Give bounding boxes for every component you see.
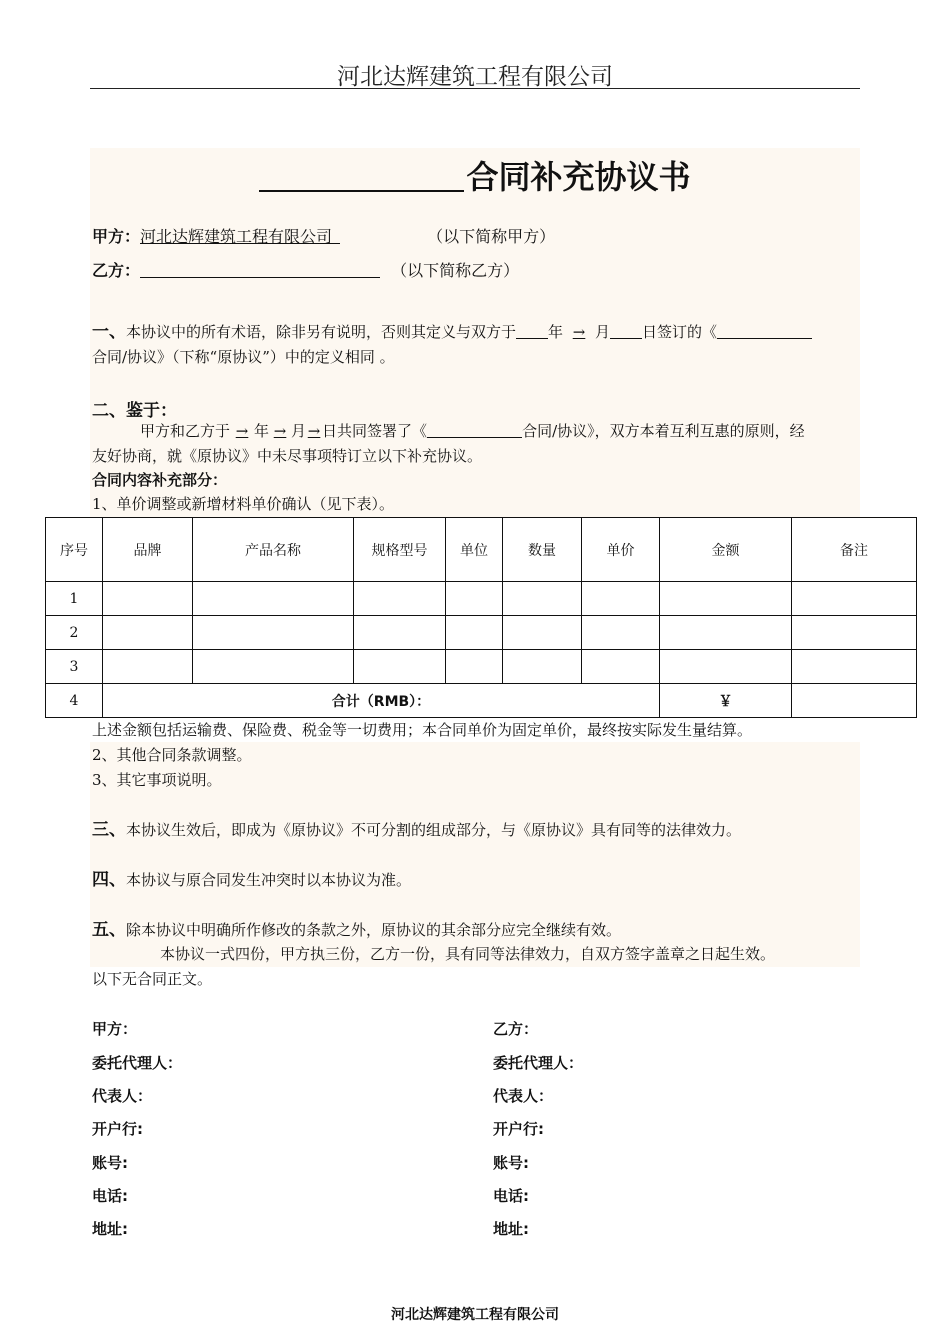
clause-4-text: 本协议与原合同发生冲突时以本协议为准。 bbox=[126, 871, 412, 889]
clause-1-number: 一、 bbox=[92, 322, 126, 342]
clause-2-text-1: 甲方和乙方于 bbox=[140, 422, 231, 440]
table-cell[interactable] bbox=[354, 616, 446, 650]
table-cell[interactable] bbox=[582, 650, 660, 684]
col-header-no: 序号 bbox=[46, 518, 103, 582]
row-number: 3 bbox=[46, 650, 103, 684]
title-text: 合同补充协议书 bbox=[466, 158, 691, 196]
sign-right-agent: 委托代理人： bbox=[493, 1054, 584, 1072]
clause-2-line-1 bbox=[140, 419, 805, 443]
table-cell[interactable] bbox=[193, 650, 354, 684]
header-company: 河北达辉建筑工程有限公司 bbox=[337, 64, 613, 90]
total-label: 合计（RMB）： bbox=[103, 684, 660, 718]
clause-4-number: 四、 bbox=[92, 870, 126, 890]
clause-1-day-blank[interactable] bbox=[610, 322, 642, 339]
footer-company: 河北达辉建筑工程有限公司 bbox=[391, 1307, 559, 1323]
table-cell[interactable] bbox=[446, 616, 503, 650]
table-row bbox=[46, 616, 917, 650]
row-number: 1 bbox=[46, 582, 103, 616]
document-title bbox=[0, 152, 950, 198]
sign-left-address: 地址: bbox=[92, 1220, 128, 1238]
col-header-spec: 规格型号 bbox=[354, 518, 446, 582]
end-statement: 以下无合同正文。 bbox=[92, 970, 213, 988]
sign-right-phone: 电话: bbox=[493, 1187, 529, 1205]
table-cell[interactable] bbox=[582, 616, 660, 650]
clause-2-day-arrow: → bbox=[307, 422, 321, 440]
table-cell[interactable] bbox=[193, 616, 354, 650]
clause-2-text-3: 合同/协议》，双方本着互利互惠的原则，经 bbox=[522, 422, 805, 440]
clause-1-day-sign: 日签订的《 bbox=[642, 323, 718, 341]
party-a-label: 甲方： bbox=[92, 227, 141, 246]
table-cell[interactable] bbox=[446, 582, 503, 616]
table-cell[interactable] bbox=[103, 582, 193, 616]
clause-1-contract-blank[interactable] bbox=[717, 322, 812, 339]
table-total-row bbox=[46, 684, 917, 718]
table-cell[interactable] bbox=[660, 582, 792, 616]
party-a-blank bbox=[332, 227, 340, 244]
clause-1-line-2: 合同/协议》（下称“原协议”）中的定义相同 。 bbox=[92, 348, 395, 366]
sign-left-representative: 代表人： bbox=[92, 1087, 153, 1105]
party-b-label: 乙方： bbox=[92, 261, 141, 280]
clause-2-year-label: 年 bbox=[254, 422, 270, 440]
table-cell[interactable] bbox=[792, 582, 917, 616]
clause-1-year-label: 年 bbox=[548, 323, 564, 341]
col-header-qty: 数量 bbox=[503, 518, 582, 582]
clause-2-contract-blank[interactable] bbox=[427, 421, 522, 438]
party-a-note: （以下简称甲方） bbox=[427, 227, 556, 246]
clause-3 bbox=[92, 818, 741, 842]
table-cell[interactable] bbox=[792, 650, 917, 684]
table-cell[interactable] bbox=[193, 582, 354, 616]
supplement-heading: 合同内容补充部分： bbox=[92, 471, 228, 489]
party-a-line bbox=[92, 225, 555, 249]
copies-statement: 本协议一式四份，甲方执三份，乙方一份，具有同等法律效力，自双方签字盖章之日起生效。 bbox=[160, 945, 776, 963]
sign-right-account: 账号: bbox=[493, 1154, 529, 1172]
clause-2-month-arrow: → bbox=[273, 422, 287, 440]
sign-left-agent: 委托代理人： bbox=[92, 1054, 183, 1072]
col-header-product: 产品名称 bbox=[193, 518, 354, 582]
title-blank-field[interactable] bbox=[259, 160, 464, 192]
sign-left-account: 账号: bbox=[92, 1154, 128, 1172]
amount-note: 上述金额包括运输费、保险费、税金等一切费用；本合同单价为固定单价，最终按实际发生量结算。 bbox=[92, 721, 753, 739]
table-cell[interactable] bbox=[660, 650, 792, 684]
col-header-amount: 金额 bbox=[660, 518, 792, 582]
price-table bbox=[45, 517, 917, 718]
clause-1-text: 本协议中的所有术语，除非另有说明，否则其定义与双方于 bbox=[126, 323, 517, 341]
table-cell[interactable] bbox=[503, 582, 582, 616]
table-cell[interactable] bbox=[354, 582, 446, 616]
party-b-line bbox=[92, 259, 519, 283]
party-b-note: （以下简称乙方） bbox=[391, 261, 520, 280]
clause-2-year-arrow: → bbox=[235, 422, 249, 440]
table-cell[interactable] bbox=[354, 650, 446, 684]
clause-4 bbox=[92, 868, 411, 892]
table-cell[interactable] bbox=[503, 616, 582, 650]
sign-right-bank: 开户行: bbox=[493, 1120, 544, 1138]
party-b-blank[interactable] bbox=[140, 261, 380, 278]
row-number: 4 bbox=[46, 684, 103, 718]
table-row bbox=[46, 582, 917, 616]
table-cell[interactable] bbox=[103, 650, 193, 684]
table-cell[interactable] bbox=[582, 582, 660, 616]
sign-left-bank: 开户行: bbox=[92, 1120, 143, 1138]
clause-3-text: 本协议生效后，即成为《原协议》不可分割的组成部分，与《原协议》具有同等的法律效力。 bbox=[126, 821, 742, 839]
sign-left-phone: 电话: bbox=[92, 1187, 128, 1205]
sign-right-party: 乙方： bbox=[493, 1020, 539, 1038]
supplement-item-2: 2、其他合同条款调整。 bbox=[92, 746, 252, 764]
table-cell[interactable] bbox=[792, 616, 917, 650]
party-a-name: 河北达辉建筑工程有限公司 bbox=[140, 227, 333, 246]
col-header-remark: 备注 bbox=[792, 518, 917, 582]
table-cell[interactable] bbox=[446, 650, 503, 684]
clause-1-month-label: 月 bbox=[595, 323, 611, 341]
clause-1-line-1 bbox=[92, 320, 812, 344]
col-header-price: 单价 bbox=[582, 518, 660, 582]
col-header-unit: 单位 bbox=[446, 518, 503, 582]
supplement-item-3: 3、其它事项说明。 bbox=[92, 771, 222, 789]
clause-2-line-2: 友好协商，就《原协议》中未尽事项特订立以下补充协议。 bbox=[92, 447, 483, 465]
table-cell[interactable] bbox=[103, 616, 193, 650]
header-divider bbox=[90, 88, 860, 89]
table-cell[interactable] bbox=[503, 650, 582, 684]
clause-3-number: 三、 bbox=[92, 820, 126, 840]
sign-right-representative: 代表人： bbox=[493, 1087, 554, 1105]
table-row bbox=[46, 650, 917, 684]
supplement-item-1: 1、单价调整或新增材料单价确认（见下表）。 bbox=[92, 495, 395, 513]
clause-2-heading: 二、鉴于： bbox=[92, 401, 177, 421]
table-cell[interactable] bbox=[660, 616, 792, 650]
row-number: 2 bbox=[46, 616, 103, 650]
table-cell[interactable] bbox=[792, 684, 917, 718]
clause-2-month-label: 月 bbox=[291, 422, 307, 440]
col-header-brand: 品牌 bbox=[103, 518, 193, 582]
clause-1-year-blank[interactable] bbox=[516, 322, 548, 339]
clause-1-arrow: → bbox=[572, 323, 586, 341]
sign-left-party: 甲方： bbox=[92, 1020, 138, 1038]
table-header-row bbox=[46, 518, 917, 582]
sign-right-address: 地址: bbox=[493, 1220, 529, 1238]
clause-5-text: 除本协议中明确所作修改的条款之外，原协议的其余部分应完全继续有效。 bbox=[126, 921, 622, 939]
clause-5 bbox=[92, 918, 621, 942]
clause-2-text-2: 日共同签署了《 bbox=[322, 422, 428, 440]
total-currency: ￥ bbox=[660, 684, 792, 718]
clause-5-number: 五、 bbox=[92, 920, 126, 940]
